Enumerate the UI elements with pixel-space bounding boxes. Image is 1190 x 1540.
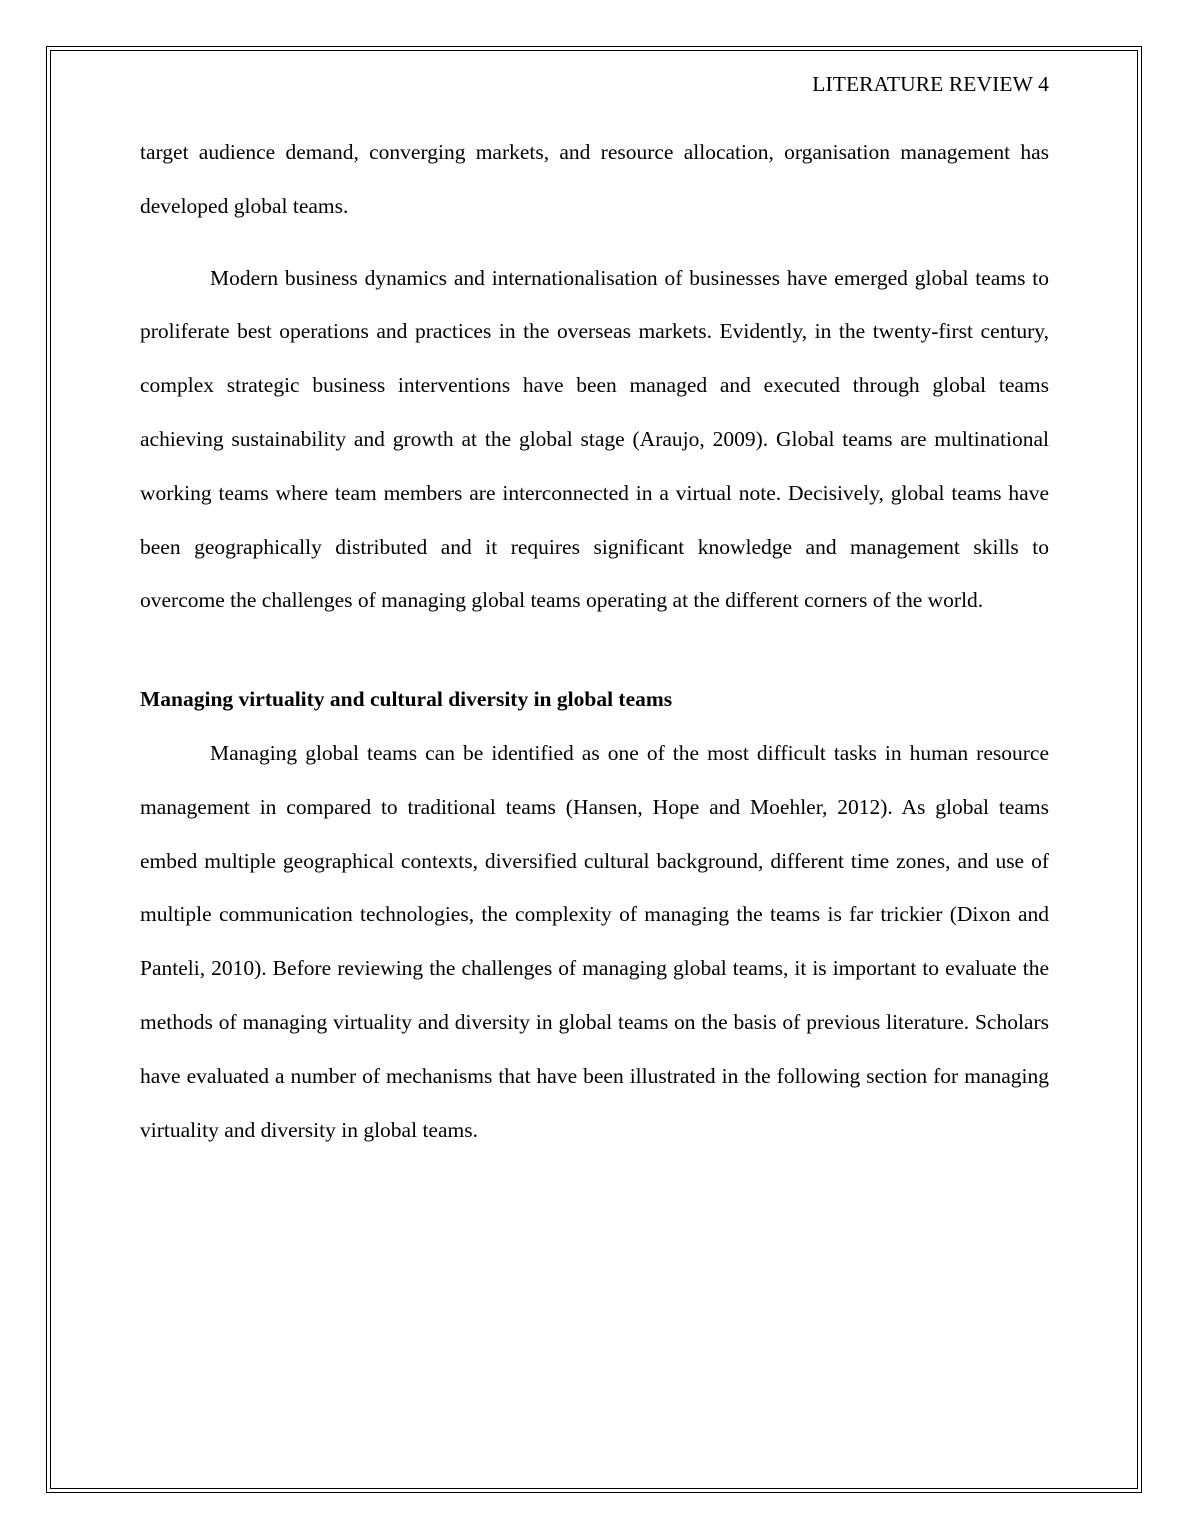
paragraph-continuation: target audience demand, converging markets, and resource allocation, organisation management has developed global teams.	[140, 140, 1049, 218]
paragraph-modern-business: Modern business dynamics and internationalisation of businesses have emerged global teams to proliferate best operations and practices in the overseas markets. Evidently, in the twenty-first century, complex strategic business interventions have been managed and executed through global teams achieving sustainability and growth at the global stage (Araujo, 2009). Global teams are multinational working teams where team members are interconnected in a virtual note. Decisively, global teams have been geographically distributed and it requires significant knowledge and management skills to overcome the challenges of managing global teams operating at the different corners of the world.	[140, 265, 1049, 613]
paragraph-spacer	[140, 234, 1049, 252]
paragraph-managing-global: Managing global teams can be identified as one of the most difficult tasks in human resource management in compared to traditional teams (Hansen, Hope and Moehler, 2012). As global teams embed multiple geographical contexts, diversified cultural background, different time zones, and use of multiple communication technologies, the complexity of managing the teams is far trickier (Dixon and Panteli, 2010). Before reviewing the challenges of managing global teams, it is important to evaluate the methods of managing virtuality and diversity in global teams on the basis of previous literature. Scholars have evaluated a number of mechanisms that have been illustrated in the following section for managing virtuality and diversity in global teams.	[140, 740, 1049, 1142]
section-spacer	[140, 628, 1049, 673]
running-header: LITERATURE REVIEW 4	[812, 72, 1049, 96]
document-body	[140, 126, 1049, 1157]
section-heading: Managing virtuality and cultural diversity in global teams	[140, 687, 673, 712]
